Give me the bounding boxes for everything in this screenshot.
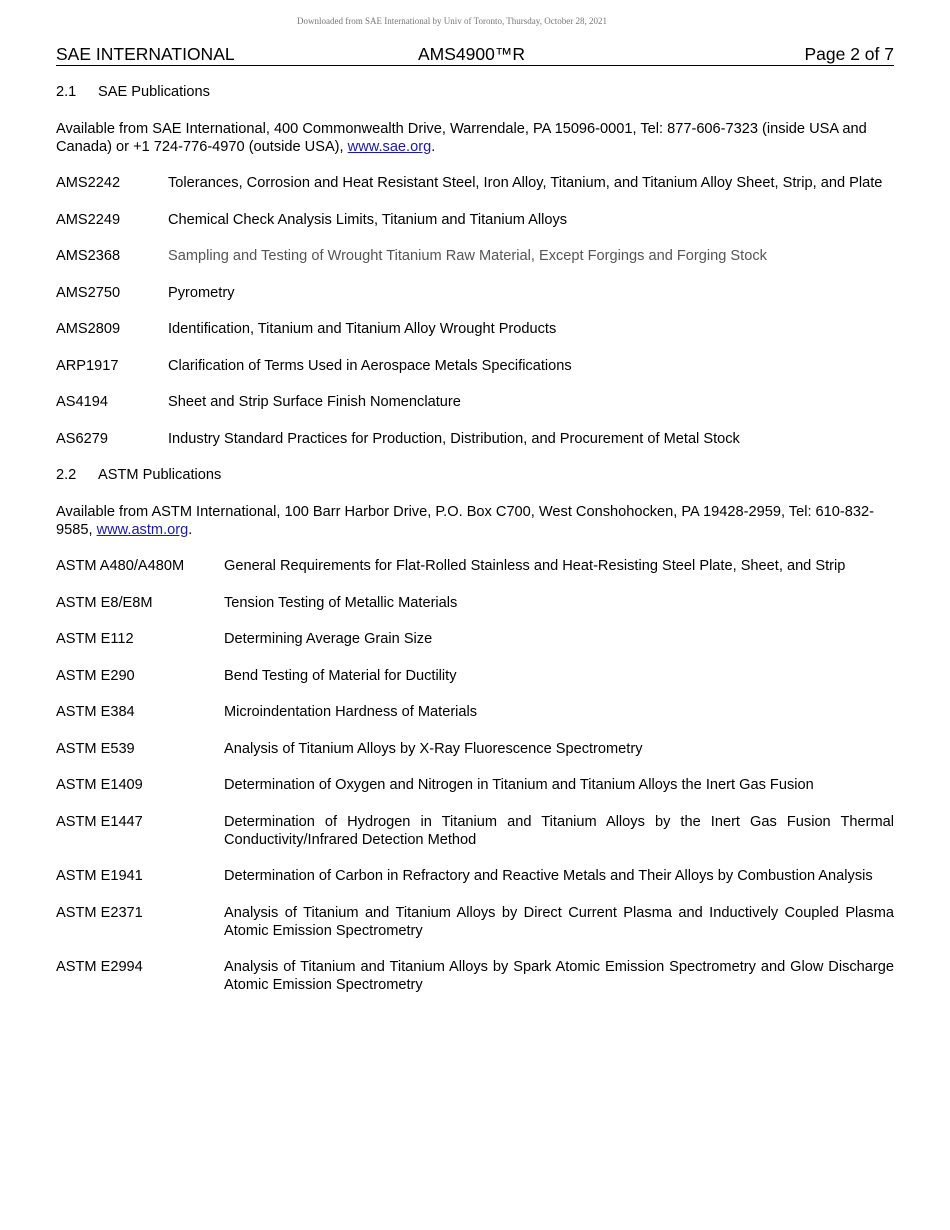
reference-item	[56, 667, 894, 685]
availability-text: Available from SAE International, 400 Commonwealth Drive, Warrendale, PA 15096-0001, Tel: 877-606-7323 (inside USA and Canada) or +1 724-776-4970 (outside USA),	[56, 121, 867, 155]
reference-title: Chemical Check Analysis Limits, Titanium and Titanium Alloys	[168, 211, 568, 228]
reference-title: Microindentation Hardness of Materials	[224, 704, 478, 720]
reference-code: ASTM E539	[56, 740, 135, 757]
reference-code: AMS2242	[56, 175, 121, 191]
reference-title: Analysis of Titanium Alloys by X-Ray Fluorescence Spectrometry	[224, 740, 643, 757]
header-doc-id: AMS4900™R	[418, 44, 525, 64]
reference-title: Determining Average Grain Size	[224, 631, 433, 647]
reference-item	[56, 740, 894, 758]
reference-code: ASTM E2994	[56, 959, 143, 975]
reference-code: ASTM E2371	[56, 904, 143, 921]
reference-code: ARP1917	[56, 357, 119, 374]
reference-title: Analysis of Titanium and Titanium Alloys by Spark Atomic Emission Spectrometry and Glow Discharge Atomic Emission Spectrometry	[224, 959, 894, 993]
reference-item	[56, 958, 894, 994]
reference-item	[56, 357, 894, 375]
reference-title: Determination of Oxygen and Nitrogen in Titanium and Titanium Alloys the Inert Gas Fusion	[224, 777, 814, 793]
reference-title: Sampling and Testing of Wrought Titanium Raw Material, Except Forgings and Forging Stock	[168, 248, 767, 264]
reference-item	[56, 813, 894, 849]
reference-title: Clarification of Terms Used in Aerospace Metals Specifications	[168, 357, 572, 374]
astm-website-link[interactable]: www.astm.org	[96, 522, 189, 538]
reference-item	[56, 630, 894, 648]
reference-code: AMS2368	[56, 248, 121, 264]
reference-code: AMS2750	[56, 284, 121, 301]
reference-item	[56, 867, 894, 885]
section-number: 2.2	[56, 467, 77, 483]
link-suffix: .	[431, 139, 436, 155]
document-body	[56, 83, 894, 1013]
reference-item	[56, 904, 894, 940]
reference-title: Tolerances, Corrosion and Heat Resistant Steel, Iron Alloy, Titanium, and Titanium Alloy Sheet, Strip, and Plate	[168, 175, 883, 191]
reference-code: ASTM E1409	[56, 777, 143, 793]
reference-code: ASTM E290	[56, 667, 135, 684]
page-header	[56, 44, 894, 66]
section-heading-sae	[56, 83, 894, 101]
reference-title: Sheet and Strip Surface Finish Nomenclature	[168, 394, 461, 410]
reference-item	[56, 284, 894, 302]
reference-code: AS4194	[56, 394, 108, 410]
download-watermark: Downloaded from SAE International by Univ of Toronto, Thursday, October 28, 2021	[297, 16, 607, 26]
reference-code: ASTM E384	[56, 704, 135, 720]
reference-code: ASTM E1447	[56, 813, 143, 830]
reference-item	[56, 247, 894, 265]
reference-code: ASTM E1941	[56, 868, 143, 884]
reference-item	[56, 174, 894, 192]
reference-code: AMS2809	[56, 321, 121, 337]
reference-title: Bend Testing of Material for Ductility	[224, 667, 457, 684]
section-title: SAE Publications	[98, 84, 210, 100]
header-page-number: Page 2 of 7	[804, 44, 894, 64]
reference-title: Identification, Titanium and Titanium Alloy Wrought Products	[168, 321, 557, 337]
reference-item	[56, 776, 894, 794]
reference-code: AS6279	[56, 430, 108, 447]
reference-title: Analysis of Titanium and Titanium Alloys by Direct Current Plasma and Inductively Coupled Plasma Atomic Emission Spectrometry	[224, 904, 894, 939]
header-org: SAE INTERNATIONAL	[56, 44, 235, 64]
reference-title: Industry Standard Practices for Production, Distribution, and Procurement of Metal Stock	[168, 430, 740, 447]
reference-item	[56, 430, 894, 448]
reference-item	[56, 557, 894, 575]
section-title: ASTM Publications	[98, 467, 222, 483]
sae-availability-paragraph	[56, 120, 894, 156]
reference-title: General Requirements for Flat-Rolled Stainless and Heat-Resisting Steel Plate, Sheet, and Strip	[224, 558, 846, 574]
section-heading-astm	[56, 466, 894, 484]
astm-availability-paragraph	[56, 503, 894, 539]
reference-item	[56, 320, 894, 338]
reference-item	[56, 703, 894, 721]
reference-title: Pyrometry	[168, 284, 235, 301]
reference-code: ASTM E112	[56, 631, 134, 647]
reference-item	[56, 393, 894, 411]
reference-code: AMS2249	[56, 211, 121, 228]
reference-code: ASTM A480/A480M	[56, 558, 185, 574]
reference-title: Determination of Hydrogen in Titanium and Titanium Alloys by the Inert Gas Fusion Thermal Conductivity/Infrared Detection Method	[224, 813, 894, 848]
reference-title: Tension Testing of Metallic Materials	[224, 594, 458, 611]
link-suffix: .	[188, 522, 193, 538]
sae-website-link[interactable]: www.sae.org	[347, 139, 432, 155]
section-number: 2.1	[56, 84, 77, 100]
availability-text: Available from ASTM International, 100 Barr Harbor Drive, P.O. Box C700, West Conshohocken, PA 19428-2959, Tel: 610-832-9585,	[56, 504, 874, 538]
reference-code: ASTM E8/E8M	[56, 594, 153, 611]
reference-item	[56, 594, 894, 612]
reference-title: Determination of Carbon in Refractory and Reactive Metals and Their Alloys by Combustion Analysis	[224, 868, 873, 884]
reference-item	[56, 211, 894, 229]
